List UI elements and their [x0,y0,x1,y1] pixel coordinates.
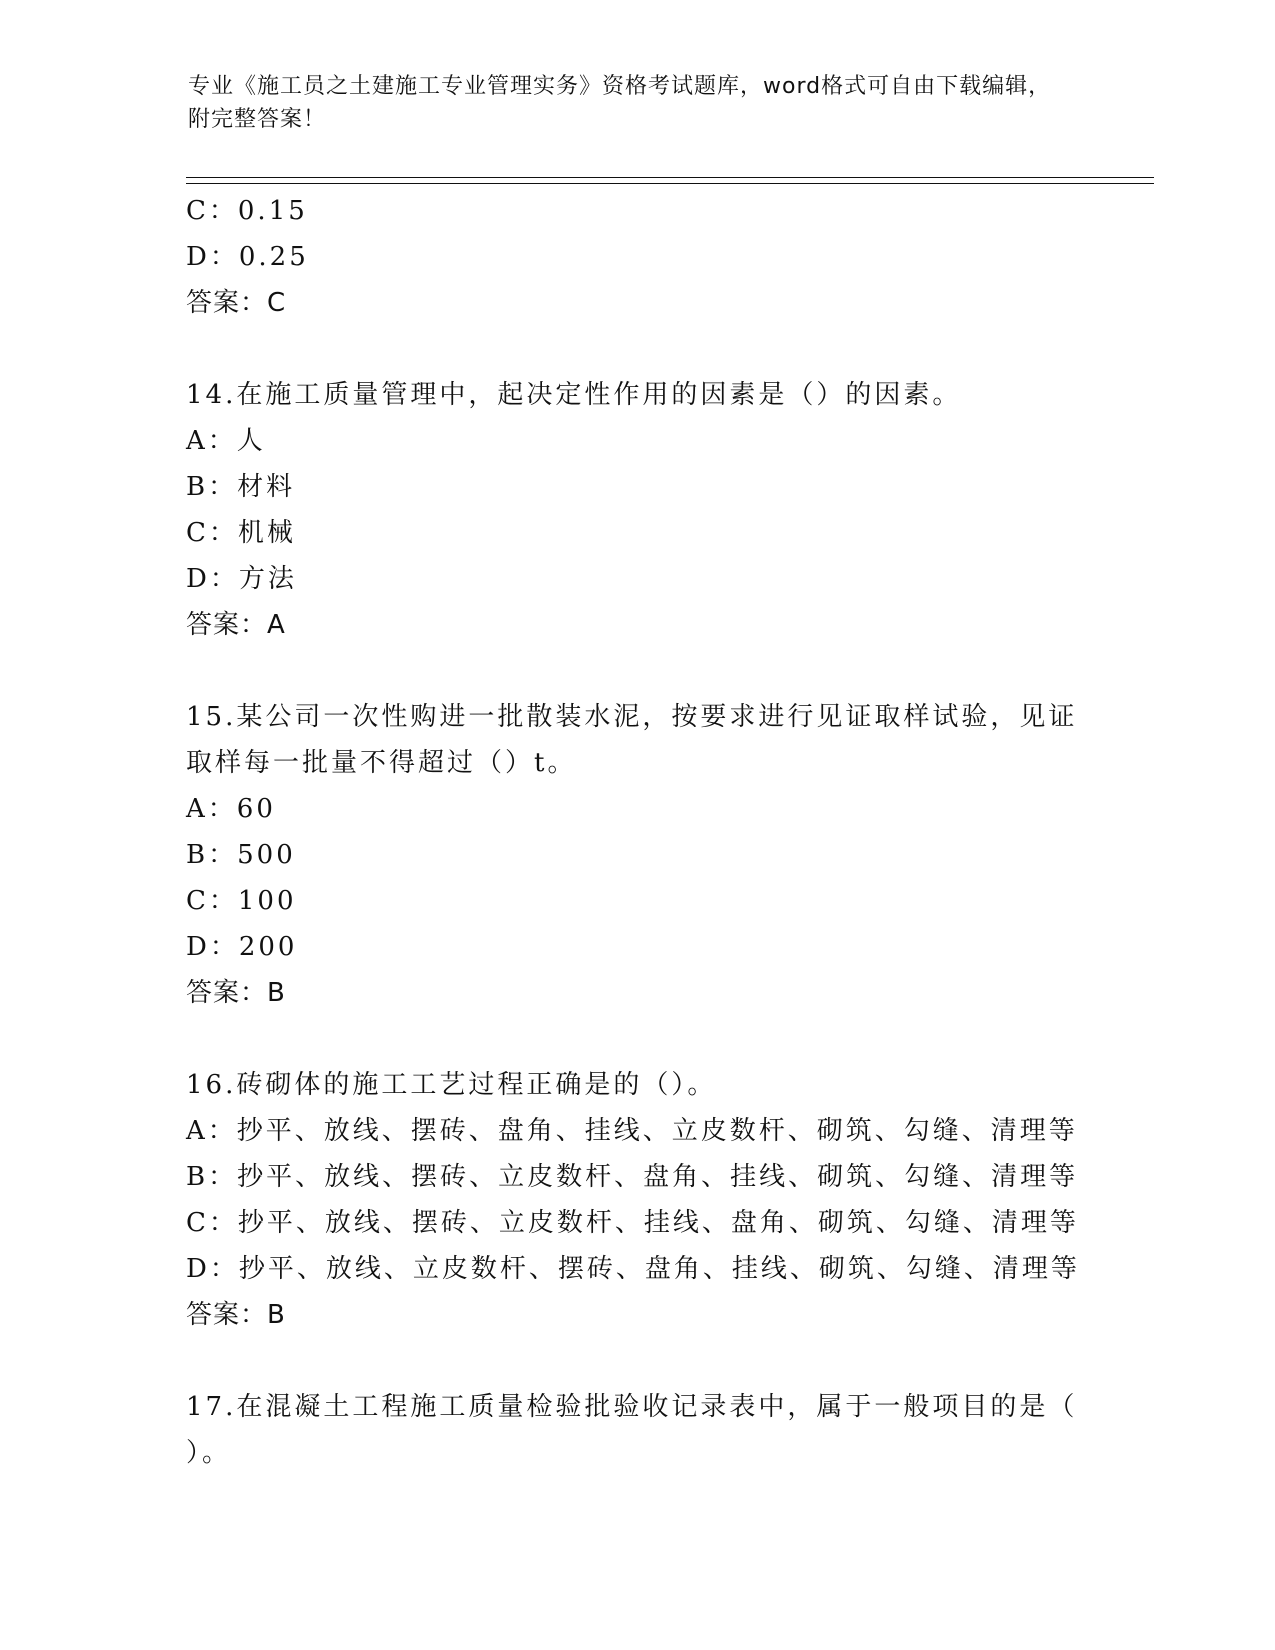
option-c: C：抄平、放线、摆砖、立皮数杆、挂线、盘角、砌筑、勾缝、清理等 [186,1208,1079,1238]
option-c: C：100 [186,886,297,916]
question-16 [186,1062,1086,1338]
question-stem-line-2: ）。 [186,1438,232,1468]
answer-line: 答案：A [186,610,286,640]
question-14 [186,372,1086,648]
option-b: B：材料 [186,472,296,502]
option-c: C：机械 [186,518,296,548]
question-stem-line-1: 17.在混凝土工程施工质量检验批验收记录表中，属于一般项目的是（ [186,1392,1078,1422]
answer-line: 答案：B [186,1300,286,1330]
question-stem-line-2: 取样每一批量不得超过（）t。 [186,748,577,778]
option-a: A：抄平、放线、摆砖、盘角、挂线、立皮数杆、砌筑、勾缝、清理等 [186,1116,1078,1146]
previous-question-tail [186,188,1086,326]
option-d: D：0.25 [186,242,309,272]
header-divider [186,177,1154,184]
answer-line: 答案：B [186,978,286,1008]
option-d: D：200 [186,932,298,962]
option-c: C：0.15 [186,196,308,226]
option-b: B：500 [186,840,296,870]
option-d: D：方法 [186,564,297,594]
document-header [188,70,1068,136]
question-15 [186,694,1086,1016]
question-stem: 16.砖砌体的施工工艺过程正确是的（）。 [186,1070,717,1100]
option-a: A：60 [186,794,276,824]
question-stem-line-1: 15.某公司一次性购进一批散装水泥，按要求进行见证取样试验，见证 [186,702,1078,732]
option-a: A：人 [186,426,266,456]
header-text: 专业《施工员之土建施工专业管理实务》资格考试题库，word格式可自由下载编辑，附完整答案！ [188,74,1052,132]
question-list [186,188,1086,1476]
option-d: D：抄平、放线、立皮数杆、摆砖、盘角、挂线、砌筑、勾缝、清理等 [186,1254,1080,1284]
question-17 [186,1384,1086,1476]
question-stem: 14.在施工质量管理中，起决定性作用的因素是（）的因素。 [186,380,962,410]
option-b: B：抄平、放线、摆砖、立皮数杆、盘角、挂线、砌筑、勾缝、清理等 [186,1162,1079,1192]
answer-line: 答案：C [186,288,287,318]
